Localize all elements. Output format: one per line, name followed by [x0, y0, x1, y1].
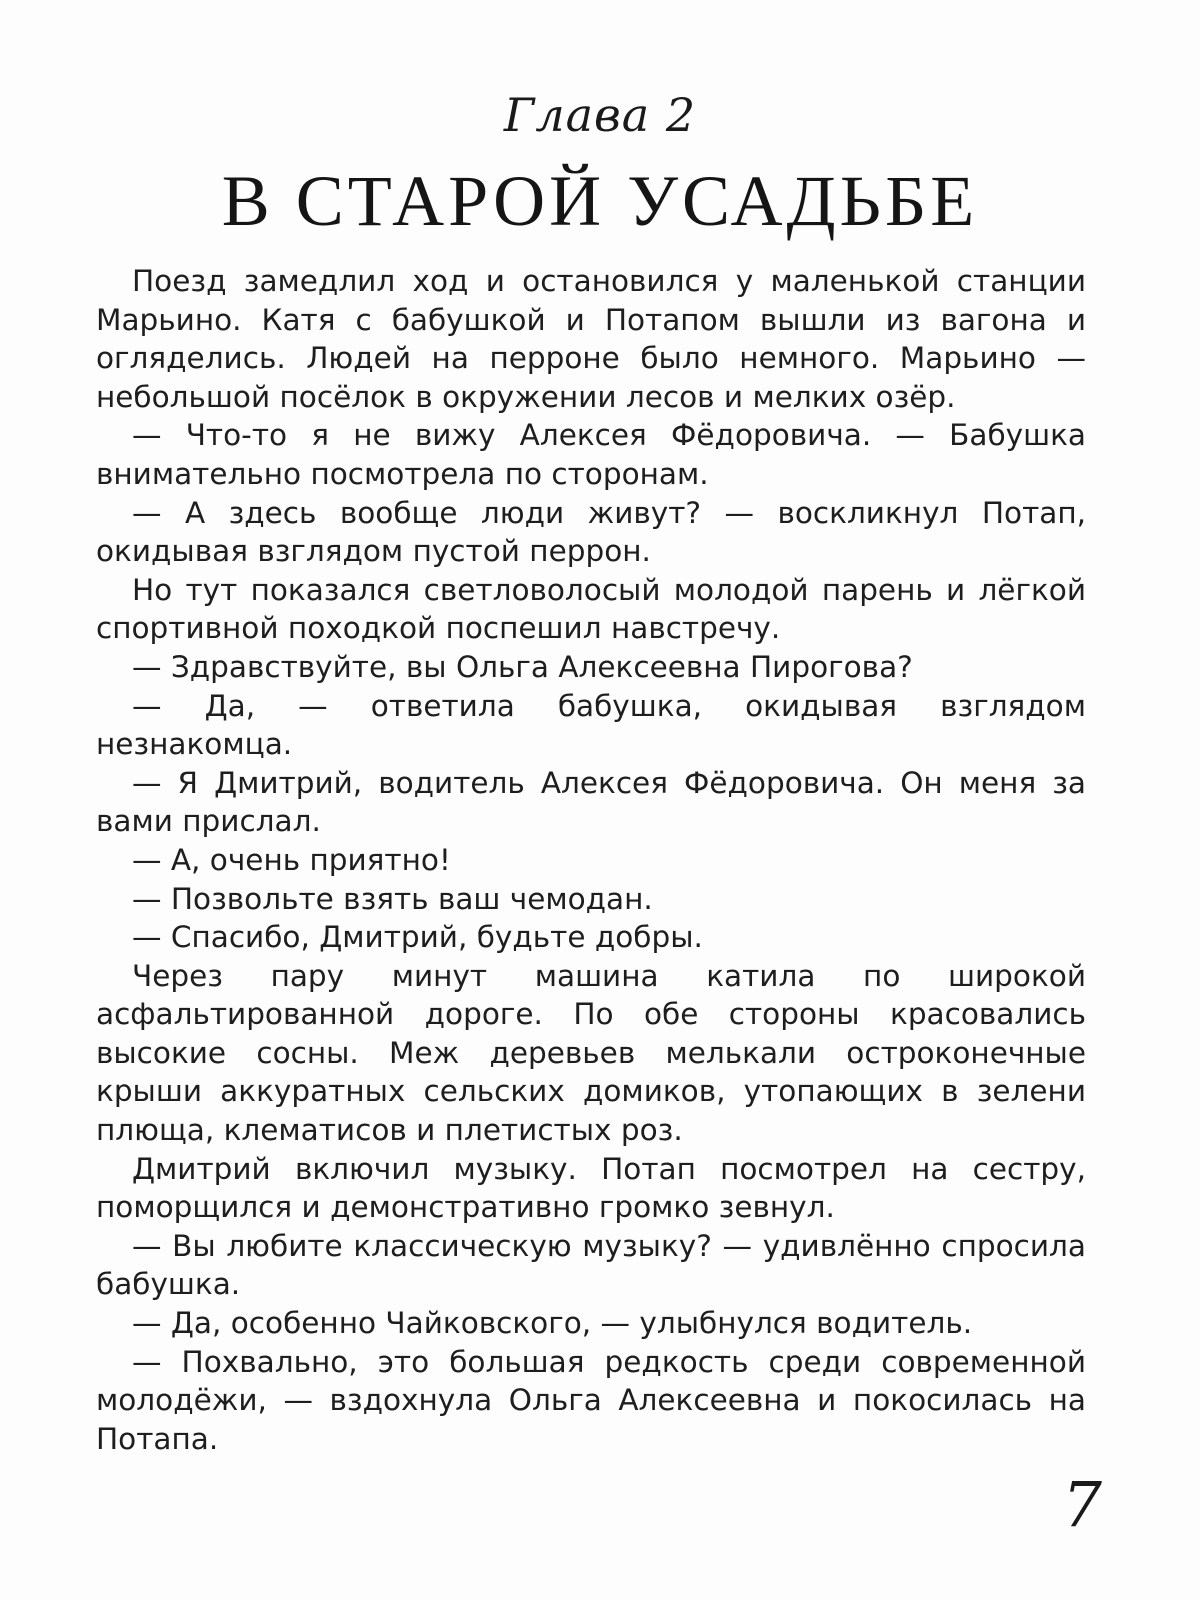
paragraph: — А, очень приятно! — [132, 842, 451, 877]
paragraph: Но тут показался светловолосый молодой парень и лёгкой спортивной походкой поспешил навстречу. — [96, 572, 1086, 646]
chapter-text — [96, 262, 1086, 1458]
paragraph: — Что-то я не вижу Алексея Фёдоровича. — Бабушка внимательно посмотрела по сторонам. — [96, 418, 1086, 491]
paragraph: — А здесь вообще люди живут? — воскликнул Потап, окидывая взглядом пустой перрон. — [96, 495, 1086, 569]
chapter-title: В СТАРОЙ УСАДЬБЕ — [221, 161, 979, 241]
paragraph: — Я Дмитрий, водитель Алексея Фёдоровича. Он меня за вами прислал. — [96, 765, 1086, 839]
paragraph: — Позвольте взять ваш чемодан. — [132, 881, 653, 916]
paragraph: — Вы любите классическую музыку? — удивлённо спросила бабушка. — [96, 1228, 1086, 1302]
paragraph: — Спасибо, Дмитрий, будьте добры. — [132, 920, 703, 955]
page-number: 7 — [1062, 1468, 1102, 1541]
paragraph: Поезд замедлил ход и остановился у маленькой станции Марьино. Катя с бабушкой и Потапом вышли из вагона и огляделись. Людей на перроне было немного. Марьино — небольшой посёлок в окружении лесов и мелких озёр. — [96, 264, 1086, 414]
paragraph: Через пару минут машина катила по широкой асфальтированной дороге. По обе стороны красовались высокие сосны. Меж деревьев мелькали остроконечные крыши аккуратных сельских домиков, утопающих в зелени плюща, клематисов и плетистых роз. — [96, 958, 1086, 1148]
paragraph: — Да, особенно Чайковского, — улыбнулся водитель. — [132, 1306, 973, 1341]
paragraph: Дмитрий включил музыку. Потап посмотрел на сестру, поморщился и демонстративно громко зевнул. — [96, 1151, 1086, 1225]
chapter-number: Глава 2 — [503, 88, 697, 142]
paragraph: — Похвально, это большая редкость среди современной молодёжи, — вздохнула Ольга Алексеевна и покосилась на Потапа. — [96, 1344, 1086, 1456]
paragraph: — Здравствуйте, вы Ольга Алексеевна Пирогова? — [132, 649, 913, 684]
paragraph: — Да, — ответила бабушка, окидывая взглядом незнакомца. — [96, 688, 1086, 762]
